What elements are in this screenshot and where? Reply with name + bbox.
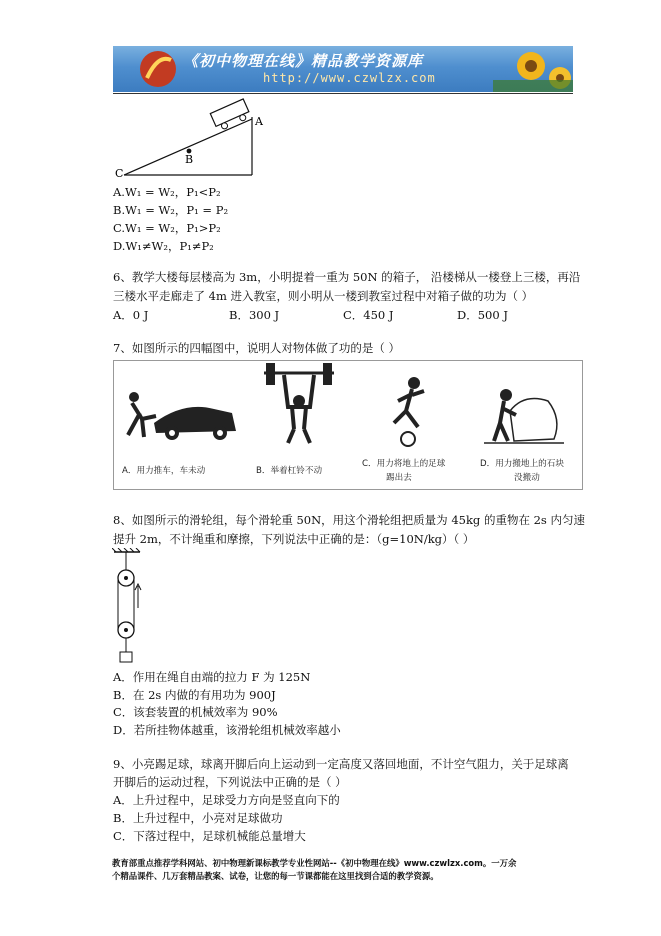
q7-caption-d-line2: 没搬动 <box>514 473 540 483</box>
q8-option-b: B．在 2s 内做的有用功为 900J <box>113 688 276 702</box>
label-b: B <box>185 153 194 166</box>
q7-stem: 7、如图所示的四幅图中，说明人对物体做了功的是（ ） <box>113 341 400 355</box>
q5-option-b: B.W₁ = W₂，P₁ = P₂ <box>113 203 229 217</box>
pulley-figure <box>112 548 152 666</box>
q6-option-d: D．500 J <box>457 308 508 322</box>
kick-ball-illustration <box>394 377 424 446</box>
q7-caption-c-line2: 踢出去 <box>386 473 412 483</box>
q6-option-c: C．450 J <box>343 308 394 322</box>
q7-figure-panel <box>113 360 583 490</box>
header-banner <box>113 46 573 92</box>
q7-caption-b: B．举着杠铃不动 <box>256 466 323 476</box>
q9-option-b: B．上升过程中，小亮对足球做功 <box>113 811 283 825</box>
q9-stem-line1: 9、小亮踢足球，球离开脚后向上运动到一定高度又落回地面，不计空气阻力，关于足球离 <box>113 757 569 771</box>
q7-caption-a: A．用力推车，车未动 <box>122 466 206 476</box>
q9-option-c: C．下落过程中，足球机械能总量增大 <box>113 829 306 843</box>
footer-line2: 个精品课件、几万套精品教案、试卷，让您的每一节课都能在这里找到合适的教学资源。 <box>112 871 439 881</box>
logo-icon <box>140 51 176 87</box>
q7-caption-d-line1: D．用力搬地上的石块 <box>480 459 564 469</box>
q5-option-a: A.W₁ = W₂，P₁<P₂ <box>113 185 221 199</box>
header-rule <box>113 93 573 94</box>
barbell-illustration <box>264 363 334 443</box>
q6-stem-line2: 三楼水平走廊走了 4m 进入教室，则小明从一楼到教室过程中对箱子做的功为（ ） <box>113 289 534 303</box>
q9-stem-line2: 开脚后的运动过程，下列说法中正确的是（ ） <box>113 775 347 789</box>
q7-caption-c-line1: C．用力将地上的足球 <box>362 459 446 469</box>
q8-stem-line1: 8、如图所示的滑轮组，每个滑轮重 50N，用这个滑轮组把质量为 45kg 的重物在 2s 内匀速 <box>113 513 585 527</box>
push-car-illustration <box>128 392 236 440</box>
q6-stem-line1: 6、教学大楼每层楼高为 3m，小明提着一重为 50N 的箱子， 沿楼梯从一楼登上三楼，再沿 <box>113 270 581 284</box>
incline-figure <box>112 97 277 183</box>
q8-stem-line2: 提升 2m，不计绳重和摩擦，下列说法中正确的是：（g=10N/kg）（ ） <box>113 532 475 546</box>
q6-option-b: B．300 J <box>229 308 280 322</box>
label-c: C <box>115 167 124 180</box>
q8-option-d: D．若所挂物体越重，该滑轮组机械效率越小 <box>113 723 341 737</box>
q7-illustrations <box>114 361 582 461</box>
q5-option-c: C.W₁ = W₂，P₁>P₂ <box>113 221 221 235</box>
footer-line1: 教育部重点推荐学科网站、初中物理新课标教学专业性网站--《初中物理在线》www.czwlzx.com。一万余 <box>112 858 517 868</box>
q5-option-d: D.W₁≠W₂，P₁≠P₂ <box>113 239 214 253</box>
label-a: A <box>255 115 263 128</box>
banner-title: 《初中物理在线》精品教学资源库 <box>183 52 424 70</box>
lift-stone-illustration <box>484 389 564 443</box>
q8-option-a: A．作用在绳自由端的拉力 F 为 125N <box>113 670 311 684</box>
banner-url[interactable]: http://www.czwlzx.com <box>263 71 436 85</box>
q8-option-c: C．该套装置的机械效率为 90% <box>113 705 278 719</box>
q6-option-a: A．0 J <box>113 308 149 322</box>
q9-option-a: A．上升过程中，足球受力方向是竖直向下的 <box>113 793 340 807</box>
